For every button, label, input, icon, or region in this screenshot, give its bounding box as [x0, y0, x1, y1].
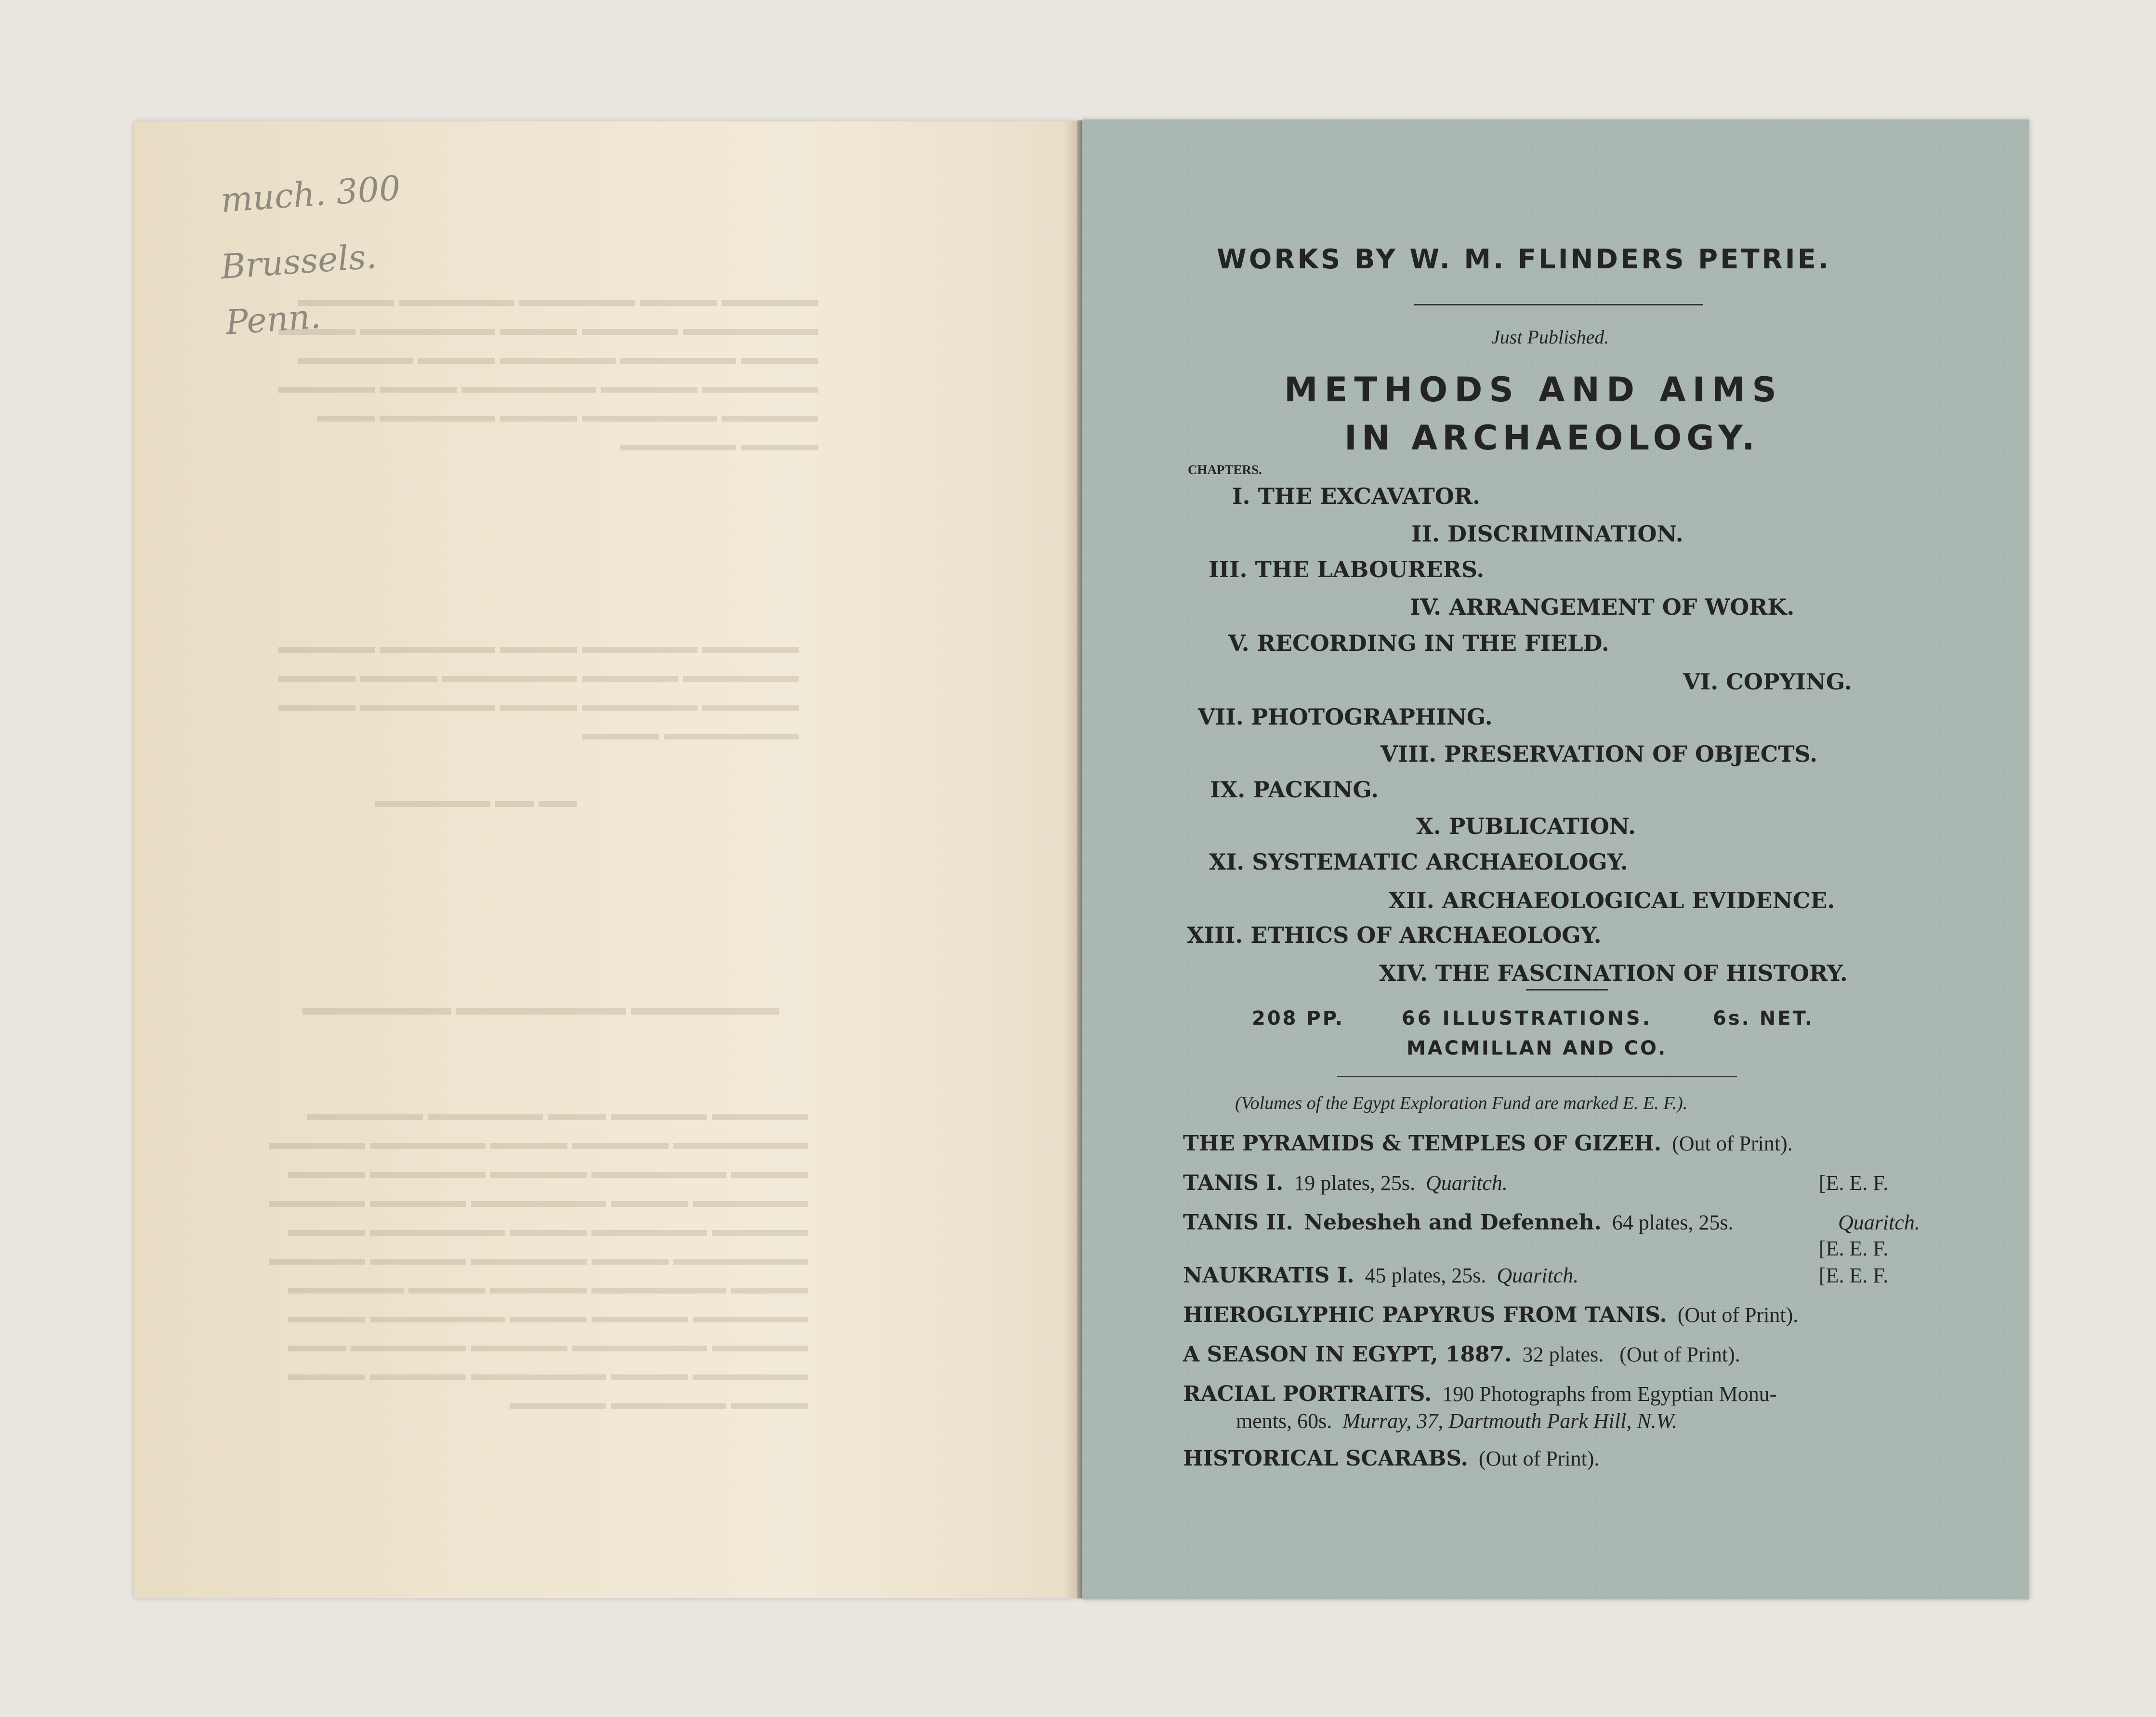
chapter-title: PACKING.: [1253, 777, 1379, 803]
works-row: [1183, 1382, 1776, 1406]
chapters-rule: [1526, 989, 1608, 991]
chapter-row: [1210, 777, 1379, 803]
chapter-title: COPYING.: [1726, 669, 1852, 695]
work-note: (Out of Print).: [1478, 1447, 1600, 1470]
eef-mark: [E. E. F.: [1819, 1264, 1889, 1287]
works-row: [1183, 1210, 1734, 1235]
work-note: (Out of Print).: [1619, 1343, 1740, 1366]
work-title: THE PYRAMIDS & TEMPLES OF GIZEH.: [1183, 1131, 1662, 1156]
work-note: (Out of Print).: [1677, 1303, 1799, 1327]
work-title: HISTORICAL SCARABS.: [1183, 1446, 1468, 1471]
book-title-line-2: IN ARCHAEOLOGY.: [1344, 418, 1760, 458]
chapter-row: [1187, 922, 1602, 948]
works-row: [1183, 1446, 1599, 1471]
chapter-row: [1380, 741, 1817, 767]
chapter-row: [1228, 630, 1609, 656]
works-row-continued: [1236, 1409, 1677, 1433]
illustration-count: 66 ILLUSTRATIONS.: [1402, 1007, 1652, 1030]
work-publisher: Quaritch.: [1838, 1211, 1920, 1234]
page-title: WORKS BY W. M. FLINDERS PETRIE.: [1217, 244, 1831, 275]
chapter-title: THE EXCAVATOR.: [1258, 483, 1481, 509]
chapter-title: DISCRIMINATION.: [1447, 521, 1683, 547]
chapter-number: XII.: [1389, 887, 1434, 913]
works-row: [1183, 1263, 1578, 1288]
chapter-row: [1209, 849, 1628, 875]
chapter-title: PUBLICATION.: [1448, 813, 1636, 839]
works-row: [1183, 1171, 1508, 1195]
eef-note: (Volumes of the Egypt Exploration Fund are marked E. E. F.).: [1235, 1093, 1688, 1113]
chapter-number: XIV.: [1379, 960, 1428, 986]
chapter-row: [1209, 556, 1484, 582]
chapter-title: THE LABOURERS.: [1255, 556, 1485, 582]
handwritten-note-1: much. 300: [219, 168, 402, 220]
eef-mark: [E. E. F.: [1819, 1237, 1889, 1260]
left-page: [134, 121, 1078, 1598]
chapter-number: XIII.: [1187, 922, 1243, 948]
chapter-number: IV.: [1410, 594, 1442, 620]
chapter-row: [1198, 704, 1493, 730]
chapter-title: SYSTEMATIC ARCHAEOLOGY.: [1252, 849, 1628, 875]
price: 6s. NET.: [1713, 1007, 1814, 1030]
chapter-row: [1410, 594, 1794, 620]
work-detail: 32 plates.: [1522, 1343, 1604, 1366]
page-count: 208 PP.: [1252, 1007, 1344, 1030]
chapter-title: RECORDING IN THE FIELD.: [1257, 630, 1609, 656]
book-title-line-1: METHODS AND AIMS: [1284, 370, 1783, 409]
publisher: MACMILLAN AND CO.: [1407, 1037, 1668, 1059]
handwritten-note-2: Brussels.: [219, 236, 378, 287]
work-publisher: Quaritch.: [1497, 1264, 1579, 1287]
work-note: (Out of Print).: [1672, 1132, 1793, 1155]
work-detail: 190 Photographs from Egyptian Monu-: [1442, 1382, 1777, 1406]
works-row: [1183, 1131, 1793, 1156]
chapter-row: [1416, 813, 1636, 839]
right-page: [1082, 119, 2029, 1599]
bleed-through-text: ▬▬▬▬▬ ▬▬▬▬▬ ▬▬▬ ▬▬▬▬▬▬ ▬▬▬▬▬▬ ▬▬▬▬▬▬▬ ▬▬▬▬▬ ▬▬▬▬ ▬▬▬▬▬▬ ▬▬▬▬▬ ▬▬▬▬ ▬▬▬▬▬▬▬ ▬▬▬▬▬ ▬▬▬▬▬▬ ▬▬▬▬ ▬▬▬▬▬▬ ▬▬▬▬ ▬▬▬▬▬▬▬ ▬▬▬▬▬ ▬▬▬▬▬ ▬▬▬▬▬ ▬▬▬▬▬▬ ▬▬▬▬ ▬▬▬▬▬▬▬ ▬▬▬▬ ▬▬▬▬▬▬▬ ▬▬▬▬ ▬▬▬▬▬▬ ▬▬▬▬▬ ▬▬▬▬▬ ▬▬▬▬ ▬▬▬▬▬▬▬ ▬▬▬▬▬ ▬▬▬▬ ▬▬▬▬▬▬ ▬▬▬▬▬▬ ▬▬▬▬▬ ▬▬▬▬ ▬▬▬▬▬▬▬ ▬▬▬▬ ▬▬▬▬▬ ▬▬▬▬▬▬▬ ▬▬▬▬▬ ▬▬▬▬▬▬ ▬▬▬ ▬▬▬▬▬▬ ▬▬▬▬ ▬▬▬▬▬▬▬ ▬▬▬▬▬ ▬▬▬▬ ▬▬▬▬ ▬▬▬▬▬▬ ▬▬▬▬▬: [269, 1103, 808, 1413]
chapter-number: XI.: [1209, 849, 1245, 875]
work-detail: 19 plates, 25s.: [1294, 1171, 1416, 1195]
bleed-through-text: ▬▬ ▬▬ ▬▬▬▬▬▬: [375, 790, 577, 811]
just-published: Just Published.: [1491, 326, 1609, 348]
handwritten-note-3: Penn.: [224, 296, 322, 343]
chapters-label: CHAPTERS.: [1188, 462, 1262, 477]
chapter-number: IX.: [1210, 777, 1246, 803]
chapter-row: [1379, 960, 1848, 986]
chapter-title: ARCHAEOLOGICAL EVIDENCE.: [1442, 887, 1835, 913]
chapter-number: I.: [1232, 483, 1250, 509]
title-rule: [1414, 304, 1703, 305]
work-subtitle: Nebesheh and Defenneh.: [1303, 1210, 1602, 1235]
chapter-number: X.: [1416, 813, 1441, 839]
works-row: [1183, 1303, 1798, 1327]
works-row: [1183, 1342, 1740, 1367]
work-publisher: Murray, 37, Dartmouth Park Hill, N.W.: [1342, 1409, 1678, 1433]
work-title: TANIS II.: [1183, 1210, 1293, 1235]
work-title: NAUKRATIS I.: [1183, 1263, 1354, 1288]
chapter-title: PHOTOGRAPHING.: [1251, 704, 1493, 730]
chapter-title: ETHICS OF ARCHAEOLOGY.: [1250, 922, 1602, 948]
work-detail: ments, 60s.: [1236, 1409, 1332, 1433]
chapter-number: VIII.: [1380, 741, 1437, 767]
chapter-number: V.: [1228, 630, 1249, 656]
bleed-through-text: ▬▬▬▬▬ ▬▬▬▬ ▬▬▬▬▬▬ ▬▬▬▬▬▬ ▬▬▬▬▬ ▬▬▬▬▬▬▬ ▬▬▬▬▬ ▬▬▬▬ ▬▬▬▬▬▬▬ ▬▬▬▬ ▬▬▬▬ ▬▬▬▬▬▬ ▬▬▬▬▬▬ ▬▬▬▬ ▬▬▬▬▬▬ ▬▬▬▬▬▬ ▬▬▬▬▬ ▬▬▬▬▬▬▬ ▬▬▬▬ ▬▬▬▬▬ ▬▬▬▬▬ ▬▬▬▬▬▬▬ ▬▬▬▬ ▬▬▬▬▬▬ ▬▬▬ ▬▬▬▬ ▬▬▬▬▬▬: [278, 289, 818, 455]
work-title: A SEASON IN EGYPT, 1887.: [1183, 1342, 1512, 1367]
work-title: TANIS I.: [1183, 1171, 1284, 1195]
work-publisher: Quaritch.: [1426, 1171, 1508, 1195]
bleed-through-text: ▬▬▬▬▬▬▬ ▬▬▬▬▬▬▬▬ ▬▬▬▬▬▬▬: [302, 996, 779, 1019]
publisher-rule: [1337, 1076, 1737, 1077]
chapter-title: THE FASCINATION OF HISTORY.: [1435, 960, 1848, 986]
eef-mark: [E. E. F.: [1819, 1171, 1889, 1195]
chapter-row: [1411, 521, 1683, 547]
chapter-number: VII.: [1198, 704, 1244, 730]
chapter-row: [1683, 669, 1852, 695]
chapter-title: PRESERVATION OF OBJECTS.: [1444, 741, 1818, 767]
chapter-row: [1232, 483, 1480, 509]
chapter-number: VI.: [1683, 669, 1719, 695]
bleed-through-text: ▬▬▬▬▬ ▬▬▬▬▬▬ ▬▬▬▬ ▬▬▬▬▬▬ ▬▬▬▬▬ ▬▬▬▬▬▬ ▬▬▬▬▬ ▬▬▬▬▬▬▬ ▬▬▬▬ ▬▬▬▬ ▬▬▬▬▬ ▬▬▬▬▬▬ ▬▬▬▬ ▬▬▬▬▬▬▬ ▬▬▬▬ ▬▬▬▬▬▬▬ ▬▬▬▬: [278, 635, 799, 744]
work-title: HIEROGLYPHIC PAPYRUS FROM TANIS.: [1183, 1303, 1667, 1327]
work-detail: 64 plates, 25s.: [1612, 1211, 1734, 1234]
chapter-number: III.: [1209, 556, 1248, 582]
work-title: RACIAL PORTRAITS.: [1183, 1382, 1432, 1406]
chapter-number: II.: [1411, 521, 1440, 547]
work-detail: 45 plates, 25s.: [1365, 1264, 1486, 1287]
chapter-title: ARRANGEMENT OF WORK.: [1449, 594, 1795, 620]
chapter-row: [1389, 887, 1835, 913]
